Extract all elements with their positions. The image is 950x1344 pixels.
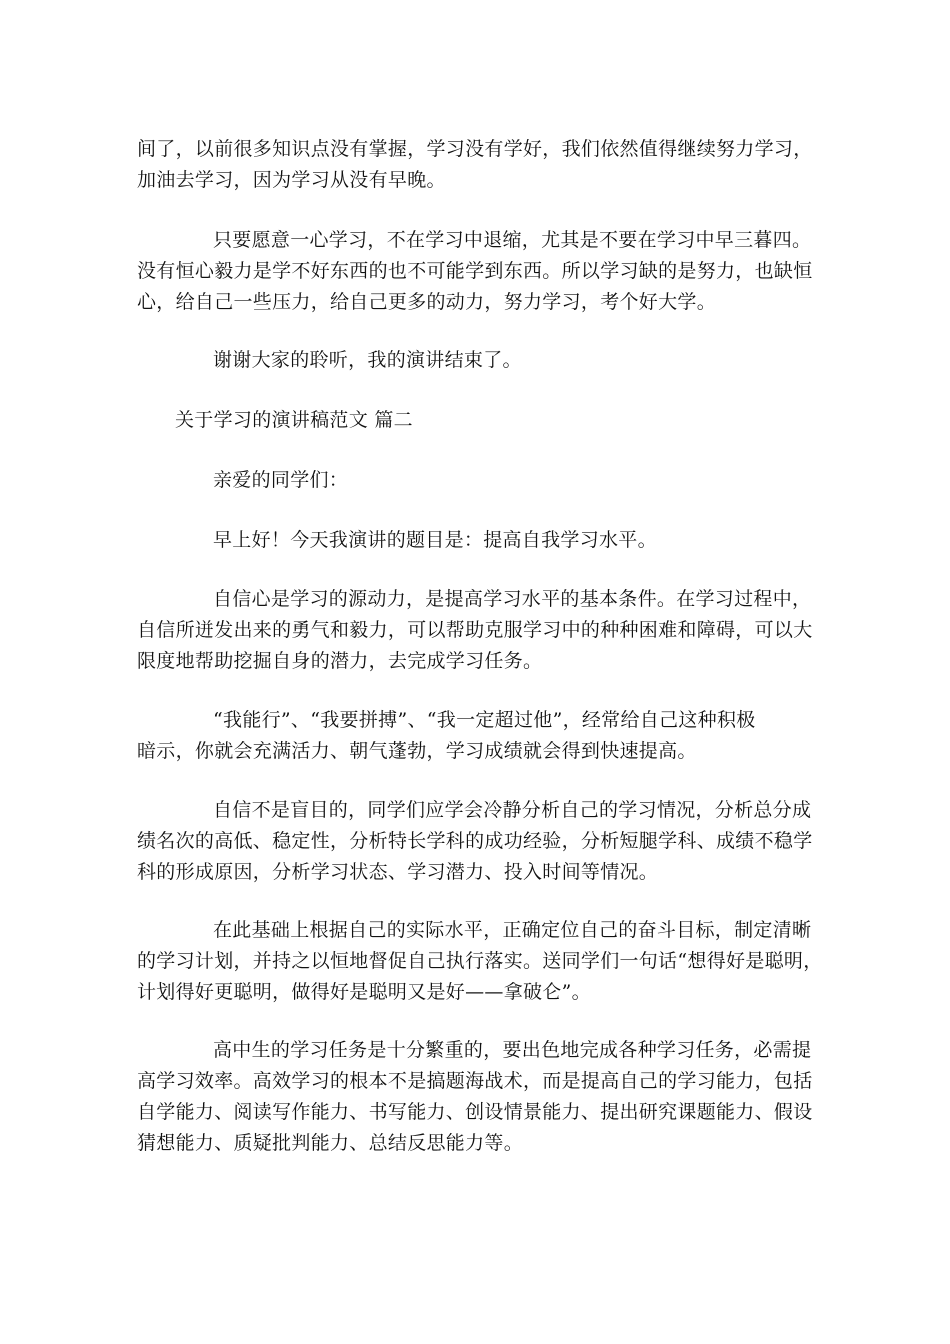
text-line-23: 自学能力、阅读写作能力、书写能力、创设情景能力、提出研究课题能力、假设: [137, 1101, 813, 1123]
text-line-12: 限度地帮助挖掘自身的潜力，去完成学习任务。: [137, 650, 543, 672]
text-line-5: 心，给自己一些压力，给自己更多的动力，努力学习，考个好大学。: [137, 291, 717, 313]
text-line-1: 间了，以前很多知识点没有掌握，学习没有学好，我们依然值得继续努力学习，: [137, 138, 813, 160]
text-line-18: 在此基础上根据自己的实际水平，正确定位自己的奋斗目标，制定清晰: [213, 919, 812, 941]
text-line-22: 高学习效率。高效学习的根本不是搞题海战术，而是提高自己的学习能力，包括: [137, 1070, 813, 1092]
text-line-10: 自信心是学习的源动力，是提高学习水平的基本条件。在学习过程中，: [213, 588, 812, 610]
text-line-24: 猜想能力、质疑批判能力、总结反思能力等。: [137, 1132, 524, 1154]
text-line-16: 绩名次的高低、稳定性，分析特长学科的成功经验，分析短腿学科、成绩不稳学: [137, 830, 813, 852]
text-line-4: 没有恒心毅力是学不好东西的也不可能学到东西。所以学习缺的是努力，也缺恒: [137, 260, 813, 282]
text-line-19: 的学习计划，并持之以恒地督促自己执行落实。送同学们一句话“想得好是聪明，: [137, 950, 823, 972]
text-line-11: 自信所迸发出来的勇气和毅力，可以帮助克服学习中的种种困难和障碍，可以大: [137, 619, 813, 641]
text-line-15: 自信不是盲目的，同学们应学会冷静分析自己的学习情况，分析总分成: [213, 799, 812, 821]
text-line-2: 加油去学习，因为学习从没有早晚。: [137, 169, 446, 191]
text-line-8: 亲爱的同学们：: [213, 469, 349, 491]
text-line-17: 科的形成原因，分析学习状态、学习潜力、投入时间等情况。: [137, 861, 659, 883]
text-line-3: 只要愿意一心学习，不在学习中退缩，尤其是不要在学习中早三暮四。: [213, 229, 812, 251]
section-heading: 关于学习的演讲稿范文 篇二: [175, 409, 413, 431]
text-line-6: 谢谢大家的聆听，我的演讲结束了。: [213, 349, 522, 371]
text-line-13: “我能行”、“我要拼搏”、“我一定超过他”，经常给自己这种积极: [213, 709, 756, 731]
text-line-20: 计划得好更聪明，做得好是聪明又是好——拿破仑”。: [137, 981, 591, 1003]
text-line-21: 高中生的学习任务是十分繁重的，要出色地完成各种学习任务，必需提: [213, 1039, 812, 1061]
text-line-14: 暗示，你就会充满活力、朝气蓬勃，学习成绩就会得到快速提高。: [137, 740, 697, 762]
text-line-9: 早上好！今天我演讲的题目是：提高自我学习水平。: [213, 529, 657, 551]
